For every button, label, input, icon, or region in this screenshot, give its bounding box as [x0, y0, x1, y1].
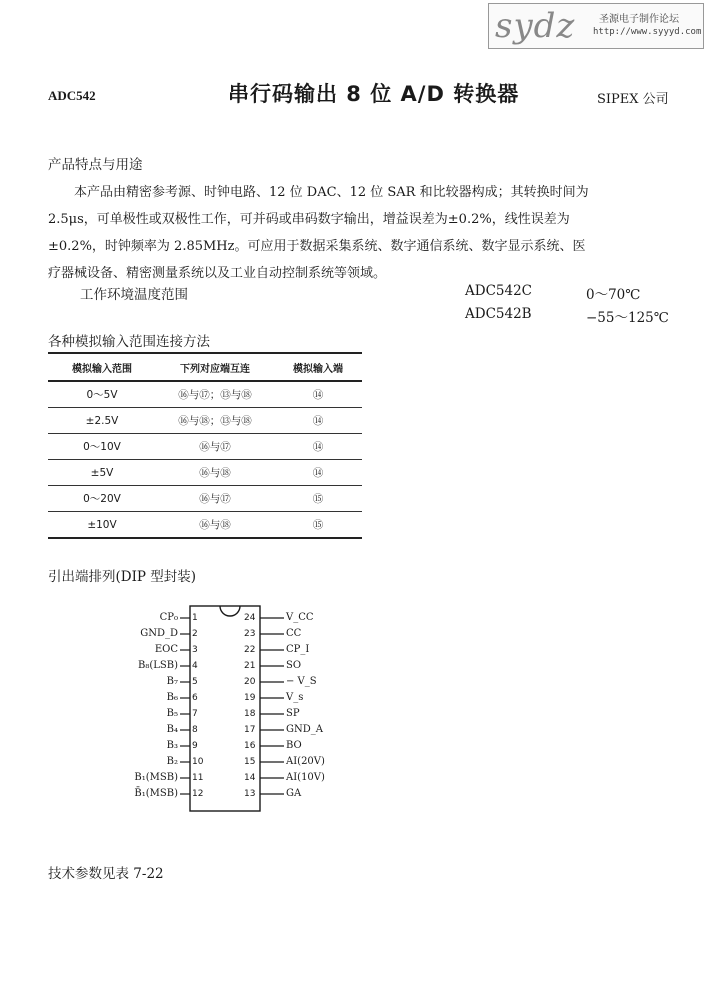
- pin-label: − V_S: [286, 676, 317, 687]
- pin-number: 9: [192, 741, 198, 751]
- pin-number: 24: [244, 613, 256, 623]
- pin-number: 22: [244, 645, 256, 655]
- temperature-range: 0～70℃: [586, 287, 641, 303]
- pin-label: SP: [286, 708, 300, 719]
- pin-label: BO: [286, 740, 302, 751]
- table-cell: ⑭: [274, 381, 362, 408]
- table-cell: ±2.5V: [48, 408, 156, 434]
- table-cell: 0～10V: [48, 434, 156, 460]
- page-title: 串行码输出 8 位 A/D 转换器: [228, 82, 520, 106]
- pin-label: CC: [286, 628, 302, 639]
- pin-number: 8: [192, 725, 198, 735]
- pin-label: CP_I: [286, 644, 310, 655]
- table-cell: ±5V: [48, 460, 156, 486]
- pin-label: SO: [286, 660, 302, 671]
- pin-label: CP₀: [159, 612, 178, 623]
- pin-number: 16: [244, 741, 256, 751]
- temperature-model: ADC542B: [465, 306, 532, 322]
- pin-number: 7: [192, 709, 198, 719]
- pin-number: 15: [244, 757, 256, 767]
- watermark-logo: sydz: [495, 6, 576, 46]
- pin-label: B₇: [166, 676, 178, 687]
- pin-label: B₁(MSB): [134, 772, 178, 783]
- table-cell: ⑮: [274, 486, 362, 512]
- pin-number: 20: [244, 677, 256, 687]
- pin-label: AI(20V): [286, 756, 325, 767]
- temperature-range: −55～125℃: [586, 310, 669, 326]
- table-cell: ⑭: [274, 408, 362, 434]
- pin-number: 14: [244, 773, 256, 783]
- table-cell: ⑭: [274, 460, 362, 486]
- pinout-title: 引出端排列(DIP 型封装): [48, 569, 197, 585]
- pin-number: 17: [244, 725, 256, 735]
- pin-number: 5: [192, 677, 198, 687]
- pin-number: 4: [192, 661, 198, 671]
- pin-number: 1: [192, 613, 198, 623]
- table-cell: ⑭: [274, 434, 362, 460]
- table-cell: ⑯与⑱；⑬与⑱: [156, 408, 274, 434]
- features-line: 疗器械设备、精密测量系统以及工业自动控制系统等领域。: [48, 266, 387, 281]
- pin-number: 21: [244, 661, 256, 671]
- pin-label: B₅: [166, 708, 178, 719]
- temperature-label: 工作环境温度范围: [80, 287, 188, 303]
- table-cell: ±10V: [48, 512, 156, 539]
- pin-number: 23: [244, 629, 256, 639]
- table-cell: 0～5V: [48, 381, 156, 408]
- pin-label: GA: [286, 788, 302, 799]
- table-cell: ⑯与⑰: [156, 486, 274, 512]
- pin-label: B₆: [166, 692, 178, 703]
- pin-label: B̄₁(MSB): [134, 788, 178, 799]
- pin-number: 6: [192, 693, 198, 703]
- table-cell: ⑯与⑰: [156, 434, 274, 460]
- pin-number: 18: [244, 709, 256, 719]
- pin-label: B₈(LSB): [138, 660, 178, 671]
- features-line: 2.5μs，可单极性或双极性工作，可并码或串码数字输出，增益误差为±0.2%，线性误差为: [48, 212, 570, 227]
- watermark-url: http://www.syyyd.com: [593, 27, 702, 37]
- temperature-model: ADC542C: [465, 283, 532, 299]
- pin-label: V_CC: [286, 612, 314, 623]
- model-number: ADC542: [48, 88, 96, 103]
- footer-note: 技术参数见表 7-22: [48, 866, 164, 882]
- pin-label: V_s: [286, 692, 304, 703]
- pin-number: 2: [192, 629, 198, 639]
- features-line: ±0.2%，时钟频率为 2.85MHz。可应用于数据采集系统、数字通信系统、数字显示系统、医: [48, 239, 586, 254]
- pin-number: 11: [192, 773, 204, 783]
- company-name: SIPEX 公司: [597, 92, 669, 107]
- pin-label: B₂: [166, 756, 178, 767]
- pin-number: 3: [192, 645, 198, 655]
- connection-table-title: 各种模拟输入范围连接方法: [48, 334, 210, 350]
- table-cell: ⑯与⑱: [156, 460, 274, 486]
- table-cell: ⑯与⑱: [156, 512, 274, 539]
- pin-label: GND_A: [286, 724, 323, 735]
- column-header: 下列对应端互连: [156, 353, 274, 381]
- features-heading: 产品特点与用途: [48, 157, 143, 173]
- table-cell: ⑮: [274, 512, 362, 539]
- pin-number: 19: [244, 693, 256, 703]
- pin-number: 10: [192, 757, 204, 767]
- pin-number: 12: [192, 789, 204, 799]
- pin-number: 13: [244, 789, 256, 799]
- column-header: 模拟输入端: [274, 353, 362, 381]
- table-cell: ⑯与⑰；⑬与⑱: [156, 381, 274, 408]
- pin-label: AI(10V): [286, 772, 325, 783]
- table-cell: 0～20V: [48, 486, 156, 512]
- column-header: 模拟输入范围: [48, 353, 156, 381]
- pin-label: EOC: [154, 644, 178, 655]
- features-line: 本产品由精密参考源、时钟电路、12 位 DAC、12 位 SAR 和比较器构成；其转换时间为: [48, 185, 589, 200]
- watermark-site-name: 圣源电子制作论坛: [599, 14, 679, 25]
- pin-label: GND_D: [140, 628, 178, 639]
- pin-label: B₄: [166, 724, 178, 735]
- pin-label: B₃: [166, 740, 178, 751]
